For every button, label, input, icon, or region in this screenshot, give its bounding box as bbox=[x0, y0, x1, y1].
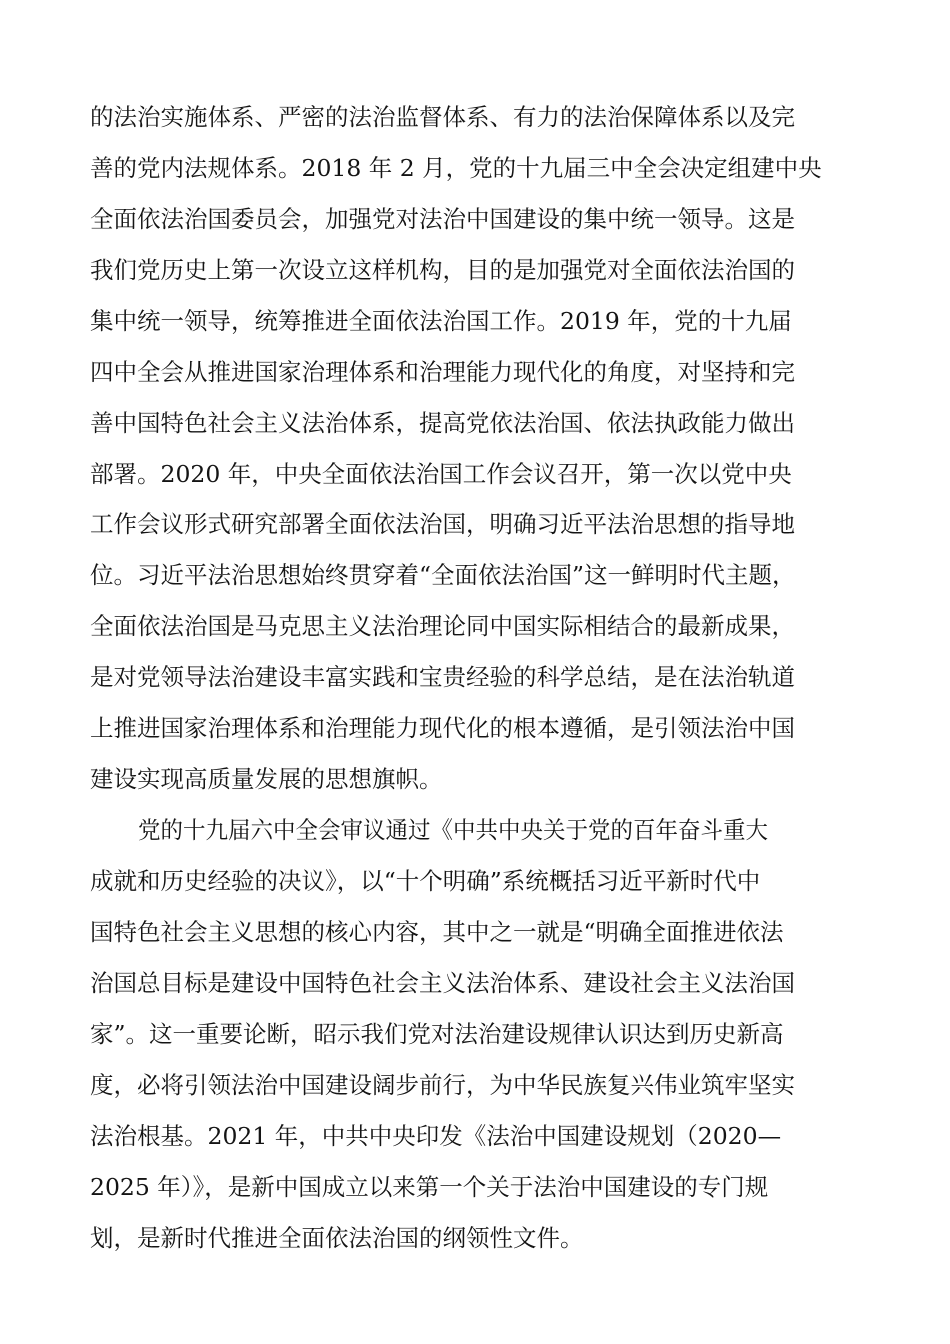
text-line: 划，是新时代推进全面依法治国的纲领性文件。 bbox=[90, 1224, 584, 1252]
text-line: 的法治实施体系、严密的法治监督体系、有力的法治保障体系以及完 bbox=[90, 103, 795, 131]
text-line: 治国总目标是建设中国特色社会主义法治体系、建设社会主义法治国 bbox=[90, 969, 795, 997]
text-line: 度，必将引领法治中国建设阔步前行，为中华民族复兴伟业筑牢坚实 bbox=[90, 1071, 795, 1099]
text-line: 成就和历史经验的决议》，以“十个明确”系统概括习近平新时代中 bbox=[90, 867, 761, 895]
text-line: 全面依法治国委员会，加强党对法治中国建设的集中统一领导。这是 bbox=[90, 205, 795, 233]
text-line: 国特色社会主义思想的核心内容，其中之一就是“明确全面推进依法 bbox=[90, 918, 784, 946]
text-line: 2025 年）》，是新中国成立以来第一个关于法治中国建设的专门规 bbox=[90, 1173, 769, 1201]
text-line: 法治根基。2021 年，中共中央印发《法治中国建设规划（2020— bbox=[90, 1122, 782, 1150]
text-line: 家”。这一重要论断，昭示我们党对法治建设规律认识达到历史新高 bbox=[90, 1020, 784, 1048]
text-line: 我们党历史上第一次设立这样机构，目的是加强党对全面依法治国的 bbox=[90, 256, 795, 284]
text-line: 集中统一领导，统筹推进全面依法治国工作。2019 年，党的十九届 bbox=[90, 307, 792, 335]
text-line: 工作会议形式研究部署全面依法治国，明确习近平法治思想的指导地 bbox=[90, 510, 795, 538]
text-line: 善中国特色社会主义法治体系，提高党依法治国、依法执政能力做出 bbox=[90, 409, 795, 437]
text-line: 是对党领导法治建设丰富实践和宝贵经验的科学总结，是在法治轨道 bbox=[90, 663, 795, 691]
text-line: 部署。2020 年，中央全面依法治国工作会议召开，第一次以党中央 bbox=[90, 460, 792, 488]
text-line: 党的十九届六中全会审议通过《中共中央关于党的百年奋斗重大 bbox=[138, 816, 768, 844]
text-line: 上推进国家治理体系和治理能力现代化的根本遵循，是引领法治中国 bbox=[90, 714, 795, 742]
text-line: 四中全会从推进国家治理体系和治理能力现代化的角度，对坚持和完 bbox=[90, 358, 795, 386]
text-line: 全面依法治国是马克思主义法治理论同中国实际相结合的最新成果， bbox=[90, 612, 795, 640]
text-line: 善的党内法规体系。2018 年 2 月，党的十九届三中全会决定组建中央 bbox=[90, 154, 822, 182]
text-line: 建设实现高质量发展的思想旗帜。 bbox=[90, 765, 443, 793]
text-line: 位。习近平法治思想始终贯穿着“全面依法治国”这一鲜明时代主题， bbox=[90, 561, 796, 589]
